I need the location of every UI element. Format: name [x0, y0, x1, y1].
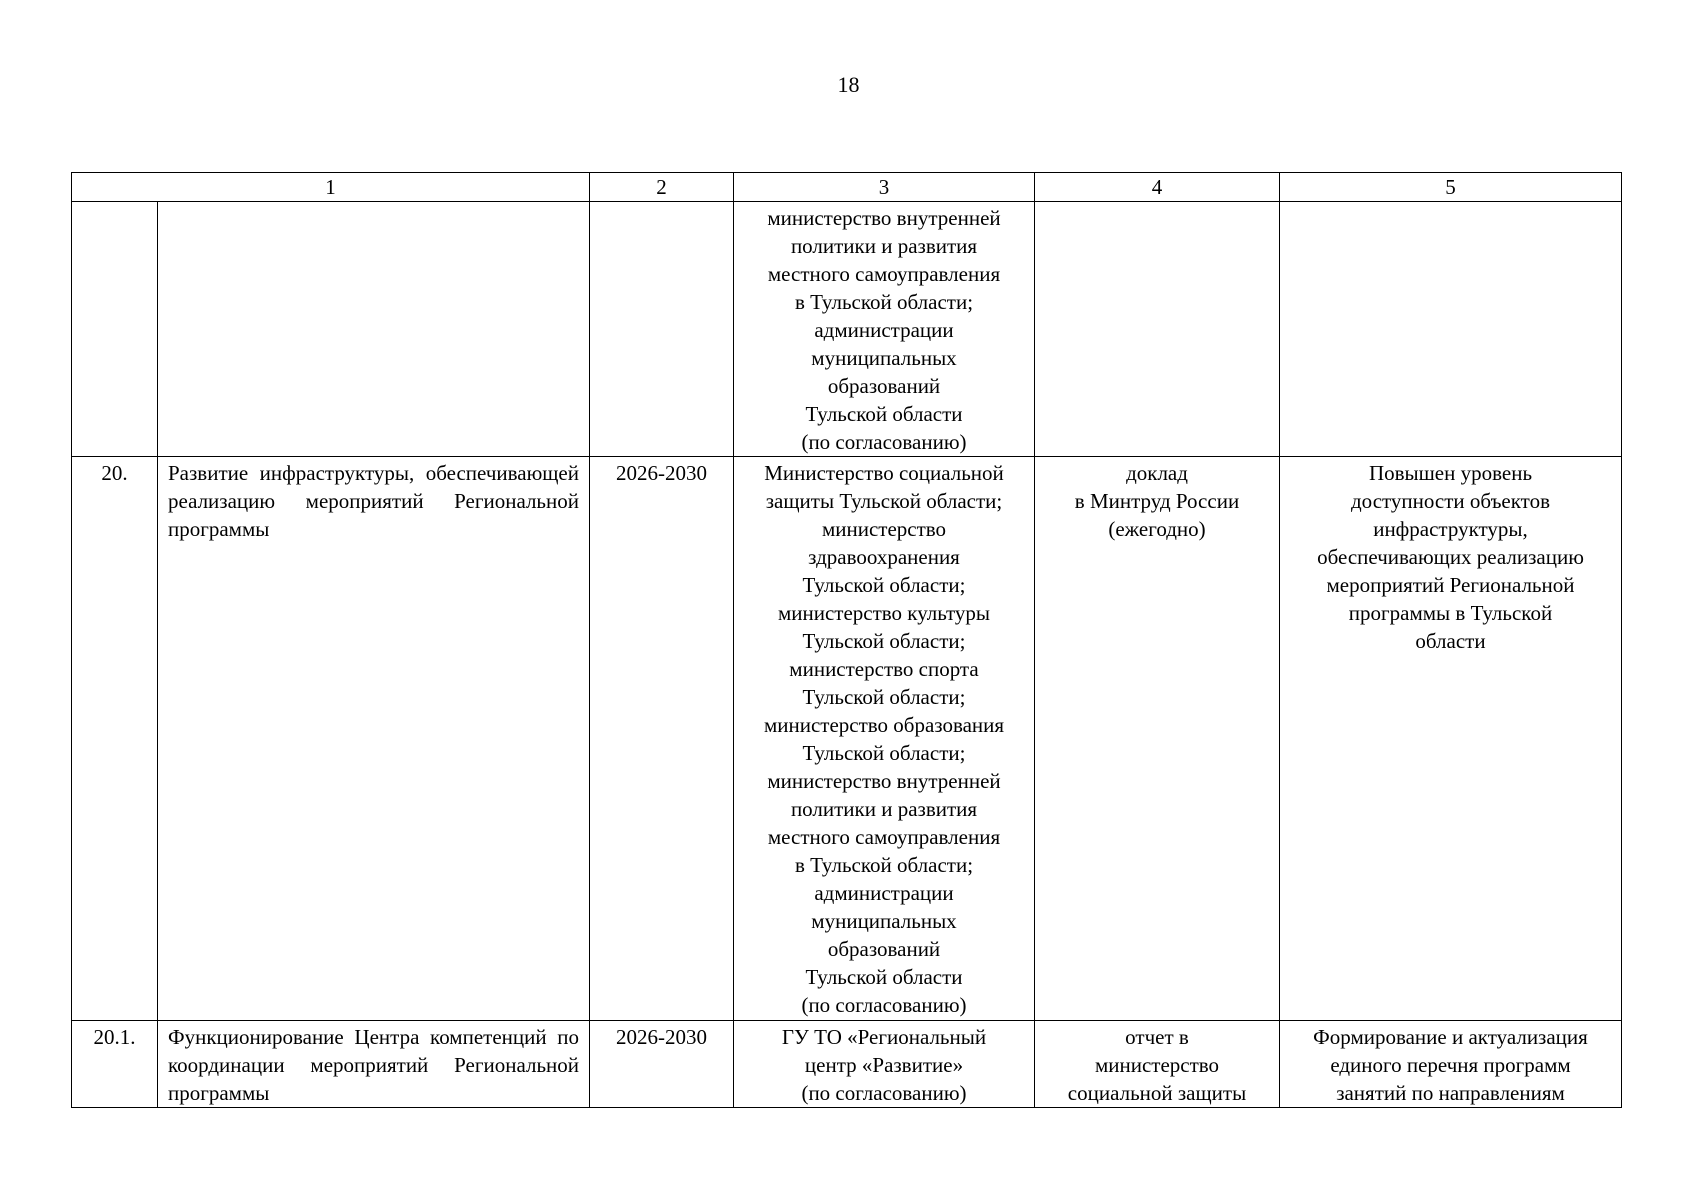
- cell-text-line: Тульской области;: [802, 573, 966, 597]
- cell-text-line: в Минтруд России: [1074, 489, 1240, 513]
- table-row: [72, 1021, 1622, 1108]
- header-cell-2: 2: [590, 173, 734, 202]
- cell-text-line: доступности объектов: [1351, 489, 1550, 513]
- cell-text-line: местного самоуправления: [767, 825, 1001, 849]
- executors-cell: [734, 1021, 1035, 1108]
- cell-text-line: министерство внутренней: [767, 769, 1001, 793]
- table-header-row: [72, 173, 1622, 202]
- cell-text-line: доклад: [1126, 461, 1188, 485]
- cell-text-line: мероприятий Региональной: [1326, 573, 1575, 597]
- cell-text-line: Тульской области;: [802, 741, 966, 765]
- cell-text-line: Тульской области: [805, 402, 963, 426]
- cell-text-line: Повышен уровень: [1368, 461, 1533, 485]
- cell-text-line: муниципальных: [811, 346, 957, 370]
- cell-text-line: Тульской области;: [802, 685, 966, 709]
- report-cell: [1035, 202, 1280, 457]
- activity-name-cell: Функционирование Центра компетенций по координации мероприятий Региональной программы: [158, 1021, 590, 1108]
- row-number-cell: 20.: [72, 457, 158, 1021]
- activities-table: [71, 172, 1622, 1108]
- activity-name-cell: Развитие инфраструктуры, обеспечивающей реализацию мероприятий Региональной программы: [158, 457, 590, 1021]
- cell-text-line: занятий по направлениям: [1336, 1081, 1565, 1105]
- cell-text-line: в Тульской области;: [794, 290, 974, 314]
- row-number-cell: [72, 202, 158, 457]
- cell-text-line: политики и развития: [790, 234, 978, 258]
- cell-text-line: Тульской области;: [802, 629, 966, 653]
- cell-text-line: программы в Тульской: [1348, 601, 1553, 625]
- table-row: [72, 202, 1622, 457]
- result-cell: [1280, 457, 1622, 1021]
- executors-cell: [734, 202, 1035, 457]
- cell-text-line: ГУ ТО «Региональный: [781, 1025, 987, 1049]
- cell-text-line: администрации: [814, 318, 954, 342]
- page-number: 18: [837, 72, 860, 97]
- cell-text-line: министерство спорта: [789, 657, 979, 681]
- cell-text-line: в Тульской области;: [794, 853, 974, 877]
- cell-text-line: центр «Развитие»: [804, 1053, 964, 1077]
- cell-text-line: единого перечня программ: [1330, 1053, 1571, 1077]
- cell-text-line: инфраструктуры,: [1373, 517, 1528, 541]
- period-cell: 2026-2030: [590, 1021, 734, 1108]
- header-cell-3: 3: [734, 173, 1035, 202]
- cell-text-line: социальной защиты: [1067, 1081, 1247, 1105]
- cell-text-line: (по согласованию): [801, 430, 967, 454]
- cell-text-line: образований: [827, 374, 941, 398]
- header-cell-5: 5: [1280, 173, 1622, 202]
- cell-text-line: защиты Тульской области;: [765, 489, 1003, 513]
- cell-text-line: политики и развития: [790, 797, 978, 821]
- executors-cell: [734, 457, 1035, 1021]
- cell-text-line: Тульской области: [805, 965, 963, 989]
- cell-text-line: образований: [827, 937, 941, 961]
- cell-text-line: министерство: [1094, 1053, 1220, 1077]
- cell-text-line: Формирование и актуализация: [1313, 1025, 1588, 1049]
- cell-text-line: муниципальных: [811, 909, 957, 933]
- result-cell: [1280, 1021, 1622, 1108]
- cell-text-line: министерство образования: [763, 713, 1005, 737]
- row-number-cell: 20.1.: [72, 1021, 158, 1108]
- header-cell-4: 4: [1035, 173, 1280, 202]
- result-cell: [1280, 202, 1622, 457]
- cell-text-line: министерство внутренней: [767, 206, 1001, 230]
- period-cell: [590, 202, 734, 457]
- activity-name-cell: [158, 202, 590, 457]
- cell-text-line: (по согласованию): [801, 1081, 967, 1105]
- cell-text-line: министерство культуры: [777, 601, 991, 625]
- cell-text-line: (по согласованию): [801, 993, 967, 1017]
- period-cell: 2026-2030: [590, 457, 734, 1021]
- cell-text-line: обеспечивающих реализацию: [1317, 545, 1584, 569]
- report-cell: [1035, 1021, 1280, 1108]
- cell-text-line: здравоохранения: [808, 545, 960, 569]
- cell-text-line: министерство: [821, 517, 947, 541]
- cell-text-line: администрации: [814, 881, 954, 905]
- report-cell: [1035, 457, 1280, 1021]
- cell-text-line: отчет в: [1125, 1025, 1189, 1049]
- cell-text-line: местного самоуправления: [767, 262, 1001, 286]
- cell-text-line: (ежегодно): [1108, 517, 1206, 541]
- table-row: [72, 457, 1622, 1021]
- header-cell-1: 1: [72, 173, 590, 202]
- cell-text-line: области: [1415, 629, 1486, 653]
- cell-text-line: Министерство социальной: [764, 461, 1004, 485]
